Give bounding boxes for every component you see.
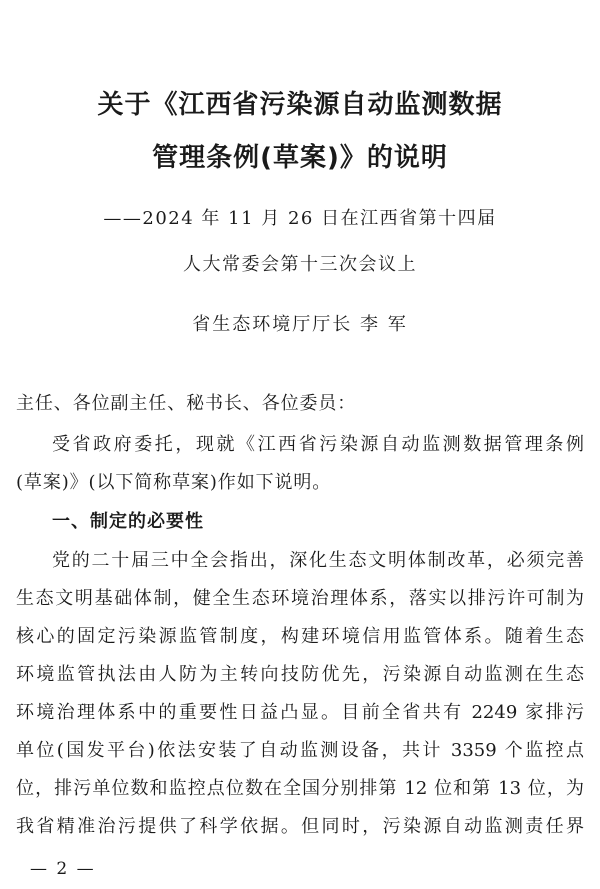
body-line: 环境监管执法由人防为主转向技防优先，污染源自动监测在生态 xyxy=(16,664,584,685)
body-line: 位，排污单位数和监控点位数在全国分别排第 12 位和第 13 位，为 xyxy=(16,778,584,799)
body-line: 单位(国发平台)依法安装了自动监测设备，共计 3359 个监控点 xyxy=(16,740,584,761)
body-line: 党的二十届三中全会指出，深化生态文明体制改革，必须完善 xyxy=(52,550,584,571)
salutation: 主任、各位副主任、秘书长、各位委员： xyxy=(16,393,357,414)
author-line: 省生态环境厅厅长 李 军 xyxy=(192,314,408,335)
occasion-line-2: 人大常委会第十三次会议上 xyxy=(183,254,417,275)
body-line: 核心的固定污染源监管制度，构建环境信用监管体系。随着生态 xyxy=(16,626,584,647)
intro-line-2: (草案)》(以下简称草案)作如下说明。 xyxy=(16,472,332,493)
page-number: — 2 — xyxy=(30,859,96,879)
document-title-line-2: 管理条例(草案)》的说明 xyxy=(152,143,448,173)
body-line: 我省精准治污提供了科学依据。但同时，污染源自动监测责任界 xyxy=(16,816,584,837)
section-heading-necessity: 一、制定的必要性 xyxy=(52,511,204,532)
occasion-line-1: ——2024 年 11 月 26 日在江西省第十四届 xyxy=(103,208,497,229)
intro-line-1: 受省政府委托，现就《江西省污染源自动监测数据管理条例 xyxy=(52,434,584,455)
body-line: 生态文明基础体制，健全生态环境治理体系，落实以排污许可制为 xyxy=(16,588,584,609)
document-title-line-1: 关于《江西省污染源自动监测数据 xyxy=(97,90,503,120)
body-line: 环境治理体系中的重要性日益凸显。目前全省共有 2249 家排污 xyxy=(16,702,584,723)
